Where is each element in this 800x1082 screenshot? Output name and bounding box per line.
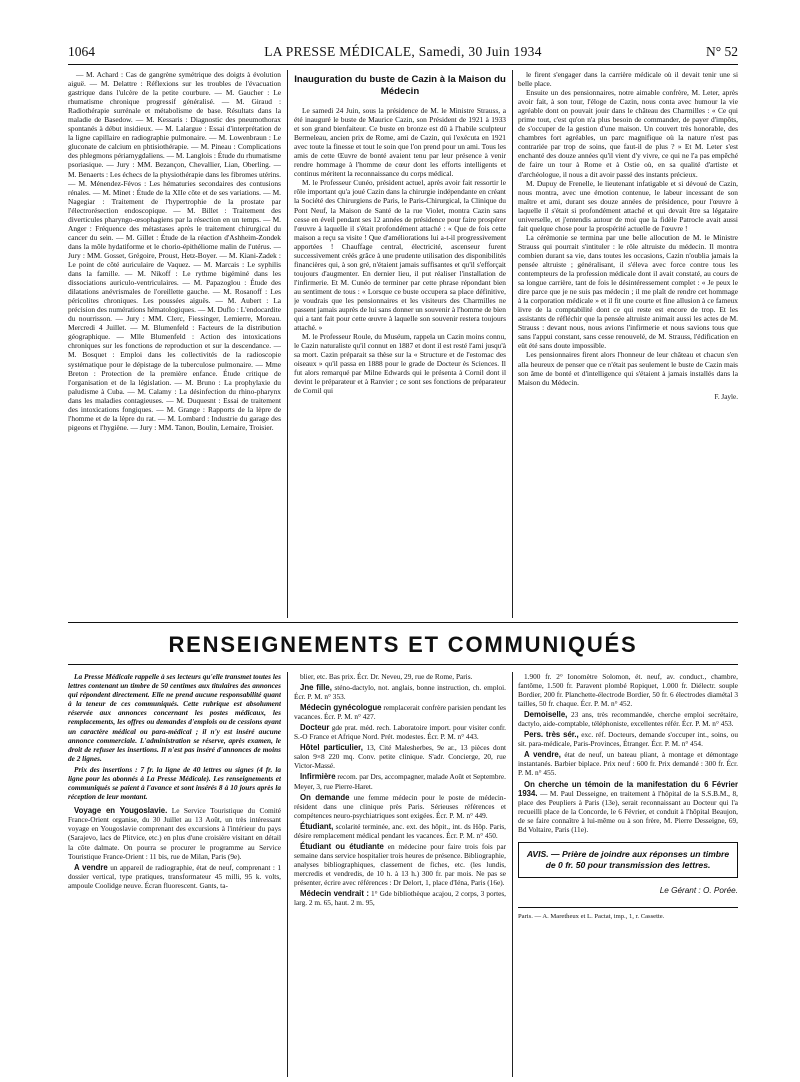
classified-ad — [518, 730, 738, 748]
section-rule — [68, 622, 738, 623]
ad-heading: Infirmière — [300, 772, 336, 782]
article-paragraph: M. le Professeur Cunéo, président actuel, après avoir fait ressortir le rôle important qu'a joué Cazin dans la chirurgie indépendante en créant la Société des Chirurgiens de Paris, le Paris-Chirurgical, la Clinique du Pont Neuf, la Maison de Santé de la rue Violet, montra Cazin sans cesse en éveil pendant ses 12 années de présidence pour faire prospérer l'œuvre à laquelle il s'était profondément attaché : « Que de fois cette maison a reçu sa visite ! Que d'améliorations lui a-t-il progressivement apportées ! Chauffage central, électricité, ascenseur furent successivement créés grâce à une prudente utilisation des disponibilités financières qui, à son gré, n'étaient jamais suffisantes et qu'il s'efforçait toujours d'augmenter. En dernier lieu, il put réaliser l'installation de l'infirmerie. Et M. Cunéo de terminer par cette phrase répondant bien au sentiment de tous : « Lorsque ce buste occupera sa place définitive, je voudrais que les pensionnaires et les visiteurs des Charmilles ne passent jamais auprès de lui sans donner un souvenir à l'homme de bien qui a tant fait pour cette œuvre à laquelle son souvenir restera toujours attaché. » — [294, 178, 506, 333]
ad-body: remplacerait confrère parisien pendant les vacances. Écr. P. M. n° 427. — [294, 703, 506, 722]
article-signature: F. Jayle. — [714, 392, 738, 401]
article-column-1 — [294, 70, 506, 618]
header-rule — [68, 64, 738, 65]
classified-ad — [518, 710, 738, 728]
ad-heading: Médecin gynécologue — [300, 703, 382, 713]
ad-body: sténo-dactylo, not. anglais, bonne instruction, ch. emploi. Écr. P. M. n° 353. — [294, 683, 506, 702]
ad-heading: Étudiant, — [300, 821, 334, 831]
article-paragraph: La cérémonie se termina par une belle allocution de M. le Ministre Strauss qui pourrait s'intituler : le rôle altruiste du médecin. Il montra combien durant sa vie, dans toutes les occasions, Cazin n'oublia jamais la pensée altruiste ; généralisant, il s'éleva avec force contre tous les contempteurs de la profession médicale dont il avait constaté, au cours de sa longue carrière, tant de fois le désintéressement complet : « Je peux le dire parce que je ne suis pas médecin ; il me plaît de rendre cet hommage à la corporation médicale » et il fit une courte et fine allusion à ce fameux livre de la comptabilité dont ce qui reste est encore de trop. Et les assistants de réfléchir que la pensée altruiste animait aussi les actes de M. Strauss : devant nous, nous avions l'infirmerie et nous savions tous que sans l'appui constant, sans cesse renouvelé, de M. Strauss, l'édification en eût été sans doute impossible. — [518, 232, 738, 351]
ad-body: 1° Gde bibliothèque acajou, 2 corps, 3 portes, larg. 2 m. 65, haut. 2 m. 95, — [294, 889, 506, 908]
page-header — [68, 44, 738, 64]
column-divider — [287, 672, 288, 1077]
article-column-2 — [518, 70, 738, 618]
printer-line: Paris. — A. Maretheux et L. Pactat, imp., 1, r. Cassette. — [518, 907, 738, 921]
gerant-line: Le Gérant : O. Porée. — [659, 885, 738, 895]
column-divider — [287, 70, 288, 618]
ad-body: scolarité terminée, anc. ext. des hôpit., int. ds Hôp. Paris, désire remplacement médical pendant les vacances. Écr. P. M. n° 450. — [294, 821, 506, 840]
ad-body: 13, Cité Malesherbes, 9e ar., 13 pièces dont salon 9×8 220 mq. Conv. petite clinique. S'adr. Concierge, 20, rue Victor-Massé. — [294, 743, 506, 771]
classified-ad — [294, 842, 506, 887]
ad-heading: Jne fille, — [300, 683, 332, 693]
ad-heading: Pers. très sér., — [524, 730, 579, 740]
column-divider — [512, 672, 513, 1077]
classified-ad — [294, 772, 506, 790]
classified-ad — [294, 822, 506, 840]
classified-ad — [518, 780, 738, 834]
classified-ad — [294, 793, 506, 820]
ads-intro-paragraph: La Presse Médicale rappelle à ses lecteurs qu'elle transmet toutes les lettres contenant un timbre de 50 centimes aux titulaires des annonces qui répondent directement. Elle ne prend aucune responsabilité quant à la teneur de ces communiqués. Cette rubrique est absolument réservée aux annonces concernant les postes médicaux, les remplacements, les offres ou demandes d'emplois ou de cessions ayant un caractère médical ou para-médical ; il n'y est inséré aucune annonce commerciale. L'administration se réserve, après examen, le droit de refuser les insertions. Il n'est pas inséré d'annonces de moins de 2 lignes. — [68, 672, 281, 763]
article-paragraph: M. le Professeur Roule, du Muséum, rappela un Cazin moins connu, le Cazin naturaliste qu'il connut en 1887 et dont il est resté l'ami jusqu'à sa mort. Cazin préparait sa thèse sur la « Structure et de l'estomac des oiseaux » qu'il passa en 1888 pour le grade de Docteur ès Sciences. Il fut alors remarqué par Milne Edwards qui le présenta à Cornil dont il devint le préparateur et à Ranvier ; ce sont ses fonctions de préparateur de Cornil qui — [294, 332, 506, 396]
article-paragraph: le firent s'engager dans la carrière médicale où il devait tenir une si belle place. — [518, 70, 738, 89]
ad-body: une femme médecin pour le poste de médecin-résident dans une clinique près Paris. Sérieuses références et compétences neuro-psychiatriques sont exigées. Écr. P. M. n° 449. — [294, 792, 506, 820]
ads-column-3 — [518, 672, 738, 1077]
ad-heading: Demoiselle, — [524, 710, 568, 720]
classified-ad — [294, 703, 506, 721]
section-title: RENSEIGNEMENTS ET COMMUNIQUÉS — [168, 632, 638, 657]
ad-heading: Hôtel particulier, — [300, 743, 363, 753]
page-number: 1064 — [68, 44, 95, 59]
ad-body: 23 ans, très recommandée, cherche emploi secrétaire, dactylo, aide-comptable, téléphoniste, excellentes référ. Écr. P. M. n° 453. — [518, 710, 738, 729]
classified-ad — [68, 863, 281, 890]
ad-body: — M. Paul Desseigne, en traitement à l'hôpital de la S.S.B.M., 8, place des Peupliers à Paris (13e), serait reconnaissant au Docteur qui l'a recueilli place de la Concorde, le 6 Février, et conduit à l'hôpital Beaujon, de se faire connaître à lui-même ou à son frère, M. Pierre Desseigne, 69, Bd Voltaire, Paris (11e). — [518, 788, 738, 834]
classified-ad — [294, 889, 506, 907]
ad-body: 1.900 fr. 2° Ionomètre Solomon, ét. neuf, av. conduct., chambre, fantôme, 1.500 fr. Paravent plombé Ropiquet, 1.000 fr. Diélectr. souple Bordier, 200 fr. Planchette-électrode Bordier, 50 fr. 6 électrodes diamétal 3 tailles, 50 fr. chaque. Écr. P. M. n° 452. — [518, 672, 738, 709]
classified-ad — [68, 806, 281, 860]
ads-column-2 — [294, 672, 506, 1077]
ad-heading: On demande — [300, 792, 350, 802]
ad-body: état de neuf, un bateau pliant, à montage et démontage instantanés. Barbier biplace. Prix neuf : 600 fr. Prix demandé : 300 fr. Écr. P. M. n° 455. — [518, 750, 738, 778]
section-rule — [68, 664, 738, 665]
ad-heading: Docteur — [300, 723, 330, 733]
article-paragraph: Les pensionnaires firent alors l'honneur de leur château et chacun s'en alla heureux de penser que ce n'était pas seulement le buste de Cazin mais son âme de bonté et d'intelligence qui s'étaient à jamais installés dans la Maison du Médecin. — [518, 350, 738, 387]
ad-body: en médecine pour faire trois fois par semaine dans service hospitalier trois heures de présence. Bibliographie, analyses bibliographiques, classement de fiches, etc. (les lundis, mercredis et vendredis, de 10 h. à 13 h.) 300 fr. par mois. Ne pas se présenter, écrire avec références : Dr Delort, 1, place d'Iéna, Paris (16e). — [294, 841, 506, 887]
ads-column-1 — [68, 672, 281, 1077]
classified-ad — [518, 750, 738, 777]
ad-body: Le Service Touristique du Comité France-Orient organise, du 30 Juillet au 13 Août, un très intéressant voyage en Yougoslavie comprenant des excursions à l'intérieur du pays (Sarajevo, lacs de Plitvice, etc.) en plus d'une croisière visitant en détail la côte dalmate. On pourra se procurer le programme au Service Touristique France-Orient : 11 bis, rue de Milan, Paris (9e). — [68, 806, 281, 861]
article-paragraph: M. Dupuy de Frenelle, le lieutenant infatigable et si dévoué de Cazin, nous montra, avec une émotion contenue, le labeur incessant de son maître et ami, durant ses douze années de présidence, pour l'œuvre à laquelle il s'était si profondément attaché et qui devait être sa légataire universelle, et j'entendis autour de moi que la fidèle Patrocle avait aussi fait quelque chose pour la prospérité actuelle de l'œuvre ! — [518, 178, 738, 233]
ads-intro — [68, 672, 281, 801]
ad-heading: On cherche un témoin de la manifestation du 6 Février 1934. — [518, 779, 738, 798]
issue-number: N° 52 — [705, 44, 738, 59]
ad-heading: Étudiant ou étudiante — [300, 841, 384, 851]
ad-heading: A vendre, — [524, 750, 561, 760]
thesis-list-text: — M. Achard : Cas de gangrène symétrique des doigts à évolution aiguë. — M. Delattre : Réflexions sur les troubles de l'évacuation gastrique dans l'ulcère de la petite courbure. — M. Gaucher : Le rhumatisme chronique progressif généralisé. — M. Giraud : Radiothérapie surrénale et métabolisme de base. Résultats dans la maladie de Basedow. — M. Kessaris : Diagnostic des pneumothorax spontanés à début insidieux. — M. Lalargue : Essai d'interprétation de la ligne capillaire en radiographie pulmonaire. — M. Lowenbraun : Le gluconate de calcium en phtisiothérapie. — M. Pineau : Complications des phlegmons périamygdaliens. — M. Langlois : Étude du rhumatisme psoriasique. — Jury : MM. Bezançon, Chevallier, Lian, Oberling. — M. Benaerts : Les échecs de la physiothérapie dans les fibromes utérins. — M. Ménendez-Févos : Les hématuries secondaires des contusions rénales. — M. Minet : Étude de la XIIe côte et de ses variations. — M. Nagegiar : Traitement de l'hypertrophie de la prostate par l'électrorésection endoscopique. — M. Billet : Traitement des diverticules pharyngo-œsophagiens par la résection en un temps. — M. Anger : Fréquence des métastases après le traitement chirurgical du cancer du sein. — M. Gillet : Étude de la réaction d'Ashheim-Zondek dans la môle hydatiforme et le chorio-épithéliome malin de l'utérus. — Jury : MM. Gosset, Grégoire, Proust, Hetz-Boyer. — M. Kiani-Zadek : Le point de côté auriculaire de Vaquez. — M. Marcais : Le syphilis dans la famille. — M. Nikoff : Le rythme bigéminé dans les dissociations auriculo-ventriculaires. — M. Papazoglou : Étude des dilatations anévrismales de l'oreillette gauche. — M. Rosanoff : Les péricolites chroniques. Les poussées aiguës. — M. Aubert : La précision des numérations hématologiques. — M. Duflo : L'endocardite du nourrisson. — Jury : MM. Clerc, Fiessinger, Lemierre, Moreau. Mercredi 4 Juillet. — M. Blumenfeld : Facteurs de la distribution géographique. — Mlle Blumenfeld : Action des intoxications chroniques sur les fonctions de reproduction et sur la descendance. — M. Bosquet : Emploi dans les collectivités de la radioscopie systématique pour le dépistage de la tuberculose pulmonaire. — Mme Breton : Protection de la première enfance. Étude critique de l'organisation et de la législation. — M. Bruno : La prophylaxie du paludisme à Cuba. — M. Calamy : La désinfection du rhino-pharynx dans les maladies contagieuses. — M. Duquesnt : Essai de traitement des intoxications fongiques. — M. Grange : Rapports de la lèpre de l'homme et de la lèpre du rat. — M. Lombard : Industrie du garage des pigeons et l'hygiène. — Jury : MM. Tanon, Boulin, Lemaire, Troisier. — [68, 70, 281, 432]
classified-ad — [294, 743, 506, 770]
ads-intro-paragraph: Prix des insertions : 7 fr. la ligne de 40 lettres ou signes (4 fr. la ligne pour les abonnés à La Presse Médicale). Les renseignements et communiqués se paient à l'avance et sont insérés 8 à 10 jours après la réception de leur montant. — [68, 764, 281, 802]
ad-body: gde prat. méd. rech. Laboratoire import. pour visiter confr. S.-O France et Afrique Nord. Prét. modestes. Écr. P. M. n° 443. — [294, 723, 506, 742]
ad-body: blier, etc. Bas prix. Écr. Dr. Neveu, 29, rue de Rome, Paris. — [300, 672, 473, 681]
notice-box: AVIS. — Prière de joindre aux réponses un timbre de 0 fr. 50 pour transmission des lettres. — [518, 842, 738, 878]
ad-heading: Médecin vendrait : — [300, 889, 369, 899]
article-title: Inauguration du buste de Cazin à la Maison du Médecin — [294, 74, 506, 97]
classified-ad — [294, 672, 506, 681]
classified-ad — [294, 723, 506, 741]
article-paragraph: Ensuite un des pensionnaires, notre aimable confrère, M. Leter, après avoir fait, à son tour, l'éloge de Cazin, nous conta avec humour la vie agréable dont on pouvait jouir dans le château des Charmilles : « Ce qui prime tout, c'est qu'on n'a plus besoin de commander, de payer d'impôts, de s'occuper de la gestion d'une maison. Un couvert très honorable, des chambres fort agréables, un parc magnifique où la nature n'est pas contrariée par trop de soins, que faut-il de plus ? » Et M. Leter s'est enchanté des douze années qu'il vient d'y vivre, ce qui ne l'a pas empêché de faire un tour à Rome et à Ostie où, en sa qualité d'artiste et d'archéologue, il nous a dit avoir passé des instants précieux. — [518, 88, 738, 179]
article-paragraph: Le samedi 24 Juin, sous la présidence de M. le Ministre Strauss, a été inauguré le buste de Maurice Cazin, son Président de 1921 à 1933 et son grand bienfaiteur. Ce buste en bronze est dû à l'habile sculpteur Bermeleau, ancien prix de Rome, ami de Cazin, qui l'exécuta en 1921 avec toute la finesse et tout le soin que l'on prend pour un ami. Tous les amis de cette Œuvre de bonté avaient tenu par leur présence à venir rendre hommage à l'homme de cœur dont les efforts intelligents et continus méritent la reconnaissance du corps médical. — [294, 106, 506, 179]
ad-heading: A vendre — [74, 862, 108, 872]
thesis-list-column — [68, 70, 281, 618]
column-divider — [512, 70, 513, 618]
ad-body: recom. par Drs, accompagner, malade Août et Septembre. Meyer, 3, rue Pierre-Haret. — [294, 772, 506, 791]
ad-heading: Voyage en Yougoslavie. — [74, 806, 168, 816]
classified-ad — [518, 672, 738, 708]
ad-body: exc. réf. Docteurs, demande s'occuper int., soins, ou sit. para-médicale, Paris-Provinces, Étranger. Écr. P. M. n° 454. — [518, 730, 738, 749]
ad-body: un appareil de radiographie, état de neuf, comprenant : 1 dossier vertical, type pratiques, transformateur 45 milli, 95 k. volts, ampoule Coolidge neuve. Écran fluorescent. Gants, ta- — [68, 862, 281, 890]
page-title: LA PRESSE MÉDICALE, Samedi, 30 Juin 1934 — [264, 44, 542, 59]
classified-ad — [294, 683, 506, 701]
